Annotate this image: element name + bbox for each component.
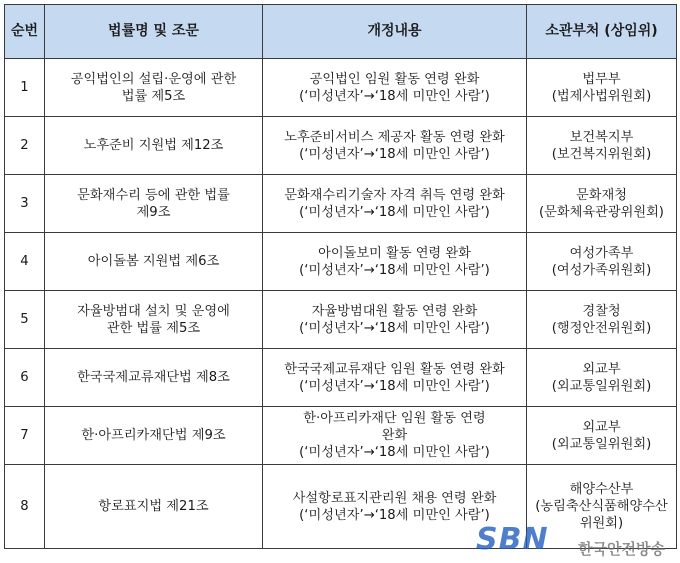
cell-content-line: (‘미성년자’→‘18세 미만인 사람’) xyxy=(299,507,490,523)
cell-dept xyxy=(527,175,677,233)
cell-dept-line: (법제사법위원회) xyxy=(551,88,652,104)
cell-content-line: 한국국제교류재단 임원 활동 연령 완화 xyxy=(284,361,505,377)
cell-law xyxy=(45,465,263,549)
cell-no: 3 xyxy=(5,175,45,233)
cell-dept-line: 여성가족부 xyxy=(569,245,634,261)
table-row xyxy=(5,349,677,407)
cell-content xyxy=(263,407,527,465)
cell-law-line: 한·아프리카재단법 제9조 xyxy=(81,428,226,443)
cell-dept-line: 경찰청 xyxy=(582,303,621,319)
cell-dept xyxy=(527,117,677,175)
cell-dept xyxy=(527,291,677,349)
cell-content-line: 문화재수리기술자 자격 취득 연령 완화 xyxy=(284,187,505,203)
cell-dept-line: 위원회) xyxy=(579,516,624,531)
cell-dept-line: 보건복지부 xyxy=(569,129,634,145)
cell-law-line: 공익법인의 설립·운영에 관한 xyxy=(70,71,237,87)
cell-content-line: (‘미성년자’→‘18세 미만인 사람’) xyxy=(299,320,490,336)
cell-law xyxy=(45,349,263,407)
table-row xyxy=(5,291,677,349)
cell-law-line: 노후준비 지원법 제12조 xyxy=(83,138,224,153)
cell-content xyxy=(263,349,527,407)
cell-no: 5 xyxy=(5,291,45,349)
cell-law xyxy=(45,407,263,465)
cell-law-line: 제9조 xyxy=(136,204,171,220)
cell-content-line: 노후준비서비스 제공자 활동 연령 완화 xyxy=(284,129,505,145)
cell-no: 8 xyxy=(5,465,45,549)
cell-law xyxy=(45,175,263,233)
header-content: 개정내용 xyxy=(263,5,527,59)
cell-law-line: 자율방범대 설치 및 운영에 xyxy=(77,303,230,319)
table-header-row xyxy=(5,5,677,59)
table-row xyxy=(5,175,677,233)
cell-content-line: 한·아프리카재단 임원 활동 연령 xyxy=(303,411,486,426)
watermark-logo: SBN xyxy=(476,522,549,557)
cell-content-line: (‘미성년자’→‘18세 미만인 사람’) xyxy=(299,378,490,394)
cell-law-line: 한국국제교류재단법 제8조 xyxy=(77,370,230,385)
cell-no: 2 xyxy=(5,117,45,175)
cell-content xyxy=(263,117,527,175)
cell-dept-line: (행정안전위원회) xyxy=(551,320,652,336)
cell-content xyxy=(263,291,527,349)
cell-law-line: 아이돌봄 지원법 제6조 xyxy=(87,254,220,269)
cell-dept-line: (여성가족위원회) xyxy=(551,262,652,278)
cell-dept-line: 문화재청 xyxy=(576,187,627,203)
cell-content xyxy=(263,175,527,233)
cell-content xyxy=(263,59,527,117)
cell-content-line: (‘미성년자’→‘18세 미만인 사람’) xyxy=(299,262,490,278)
cell-content-line: (‘미성년자’→‘18세 미만인 사람’) xyxy=(299,204,490,220)
cell-dept-line: 법무부 xyxy=(582,71,621,87)
cell-no: 7 xyxy=(5,407,45,465)
cell-dept-line: (외교통일위원회) xyxy=(551,436,652,452)
header-dept-line2: (상임위) xyxy=(604,23,658,39)
cell-content-line: 자율방범대원 활동 연령 완화 xyxy=(311,303,478,319)
cell-content-line: (‘미성년자’→‘18세 미만인 사람’) xyxy=(299,88,490,104)
header-dept xyxy=(527,5,677,59)
cell-content-line: 아이돌보미 활동 연령 완화 xyxy=(318,245,471,261)
cell-dept-line: 해양수산부 xyxy=(569,482,634,497)
cell-dept xyxy=(527,407,677,465)
cell-no: 6 xyxy=(5,349,45,407)
cell-law xyxy=(45,291,263,349)
table-row xyxy=(5,233,677,291)
cell-dept xyxy=(527,59,677,117)
cell-no: 4 xyxy=(5,233,45,291)
header-no: 순번 xyxy=(5,5,45,59)
cell-dept-line: (보건복지위원회) xyxy=(551,146,652,162)
cell-no: 1 xyxy=(5,59,45,117)
cell-content-line: (‘미성년자’→‘18세 미만인 사람’) xyxy=(299,445,490,460)
cell-law xyxy=(45,233,263,291)
cell-law-line: 항로표지법 제21조 xyxy=(98,499,209,514)
cell-content-line: 공익법인 임원 활동 연령 완화 xyxy=(309,71,480,87)
watermark xyxy=(476,520,680,563)
cell-law-line: 문화재수리 등에 관한 법률 xyxy=(77,187,230,203)
cell-law xyxy=(45,117,263,175)
table-row xyxy=(5,59,677,117)
cell-dept-line: 외교부 xyxy=(582,419,621,435)
cell-law xyxy=(45,59,263,117)
table-row xyxy=(5,117,677,175)
cell-dept xyxy=(527,349,677,407)
cell-dept-line: (문화체육관광위원회) xyxy=(539,204,664,220)
cell-dept-line: 외교부 xyxy=(582,361,621,377)
cell-content-line: 완화 xyxy=(381,428,408,443)
header-law: 법률명 및 조문 xyxy=(45,5,263,59)
header-dept-line1: 소관부처 xyxy=(545,23,600,39)
cell-dept-line: (외교통일위원회) xyxy=(551,378,652,394)
cell-dept xyxy=(527,233,677,291)
law-revision-table xyxy=(4,4,677,549)
watermark-name: 한국안전방송 xyxy=(578,540,665,558)
cell-content-line: 사설항로표지관리원 채용 연령 완화 xyxy=(292,490,497,506)
cell-law-line: 관한 법률 제5조 xyxy=(106,320,201,336)
cell-content-line: (‘미성년자’→‘18세 미만인 사람’) xyxy=(299,146,490,162)
cell-content xyxy=(263,233,527,291)
cell-law-line: 법률 제5조 xyxy=(121,88,186,104)
table-row xyxy=(5,407,677,465)
cell-dept-line: (농림축산식품해양수산 xyxy=(535,499,668,514)
